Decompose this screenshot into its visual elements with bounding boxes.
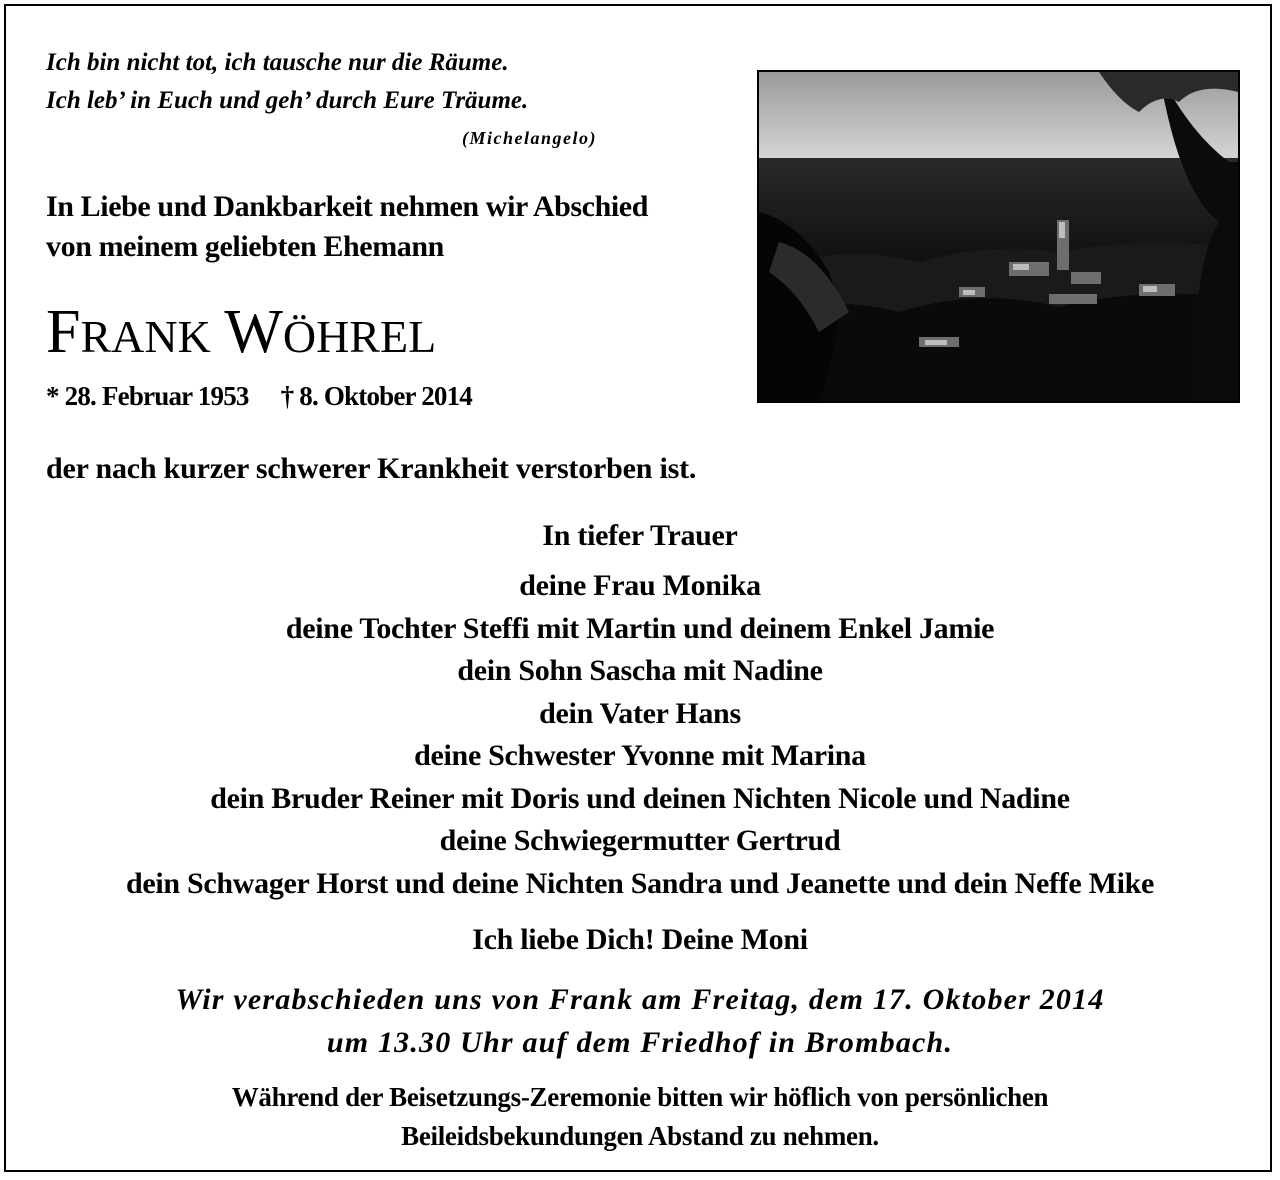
family-member: dein Sohn Sascha mit Nadine bbox=[457, 654, 823, 687]
service-details bbox=[0, 978, 1280, 1064]
quote-author: (Michelangelo) bbox=[462, 128, 597, 148]
intro-text bbox=[46, 187, 766, 267]
family-member: deine Frau Monika bbox=[519, 569, 761, 602]
intro-line-1: In Liebe und Dankbarkeit nehmen wir Abschied bbox=[46, 190, 648, 223]
cause-of-death: der nach kurzer schwerer Krankheit verstorben ist. bbox=[46, 452, 697, 485]
family-member: dein Bruder Reiner mit Doris und deinen Nichten Nicole und Nadine bbox=[210, 781, 1070, 815]
quote-line-2: Ich leb’ in Euch und geh’ durch Eure Träume. bbox=[46, 87, 529, 114]
family-member: dein Schwager Horst und deine Nichten Sandra und Jeanette und dein Neffe Mike bbox=[125, 866, 1155, 900]
family-member: deine Tochter Steffi mit Martin und deinem Enkel Jamie bbox=[285, 611, 995, 645]
request-line-2: Beileidsbekundungen Abstand zu nehmen. bbox=[401, 1121, 879, 1151]
quote bbox=[46, 44, 646, 120]
deceased-name bbox=[46, 296, 436, 373]
condolence-request bbox=[0, 1078, 1280, 1156]
service-line-2: um 13.30 Uhr auf dem Friedhof in Brombach. bbox=[326, 1026, 954, 1059]
family-member: deine Schwester Yvonne mit Marina bbox=[414, 739, 866, 772]
personal-note: Ich liebe Dich! Deine Moni bbox=[472, 923, 808, 956]
life-dates bbox=[46, 376, 472, 416]
quote-line-1: Ich bin nicht tot, ich tausche nur die Räume. bbox=[46, 49, 509, 76]
first-name-rest: RANK bbox=[80, 311, 211, 362]
request-line-1: Während der Beisetzungs-Zeremonie bitten wir höflich von persönlichen bbox=[231, 1082, 1049, 1112]
death-date: † 8. Oktober 2014 bbox=[280, 381, 472, 411]
last-name-rest: ÖHREL bbox=[282, 311, 437, 362]
landscape-photo bbox=[757, 70, 1240, 403]
service-line-1: Wir verabschieden uns von Frank am Freitag, dem 17. Oktober 2014 bbox=[175, 983, 1105, 1016]
mourning-heading: In tiefer Trauer bbox=[542, 519, 738, 552]
intro-line-2: von meinem geliebten Ehemann bbox=[46, 230, 444, 263]
first-name-initial: F bbox=[46, 298, 81, 366]
family-member: deine Schwiegermutter Gertrud bbox=[439, 824, 841, 857]
birth-date: * 28. Februar 1953 bbox=[46, 381, 249, 411]
family-member: dein Vater Hans bbox=[539, 696, 741, 730]
last-name-initial: W bbox=[224, 298, 283, 366]
family-list bbox=[0, 565, 1280, 905]
